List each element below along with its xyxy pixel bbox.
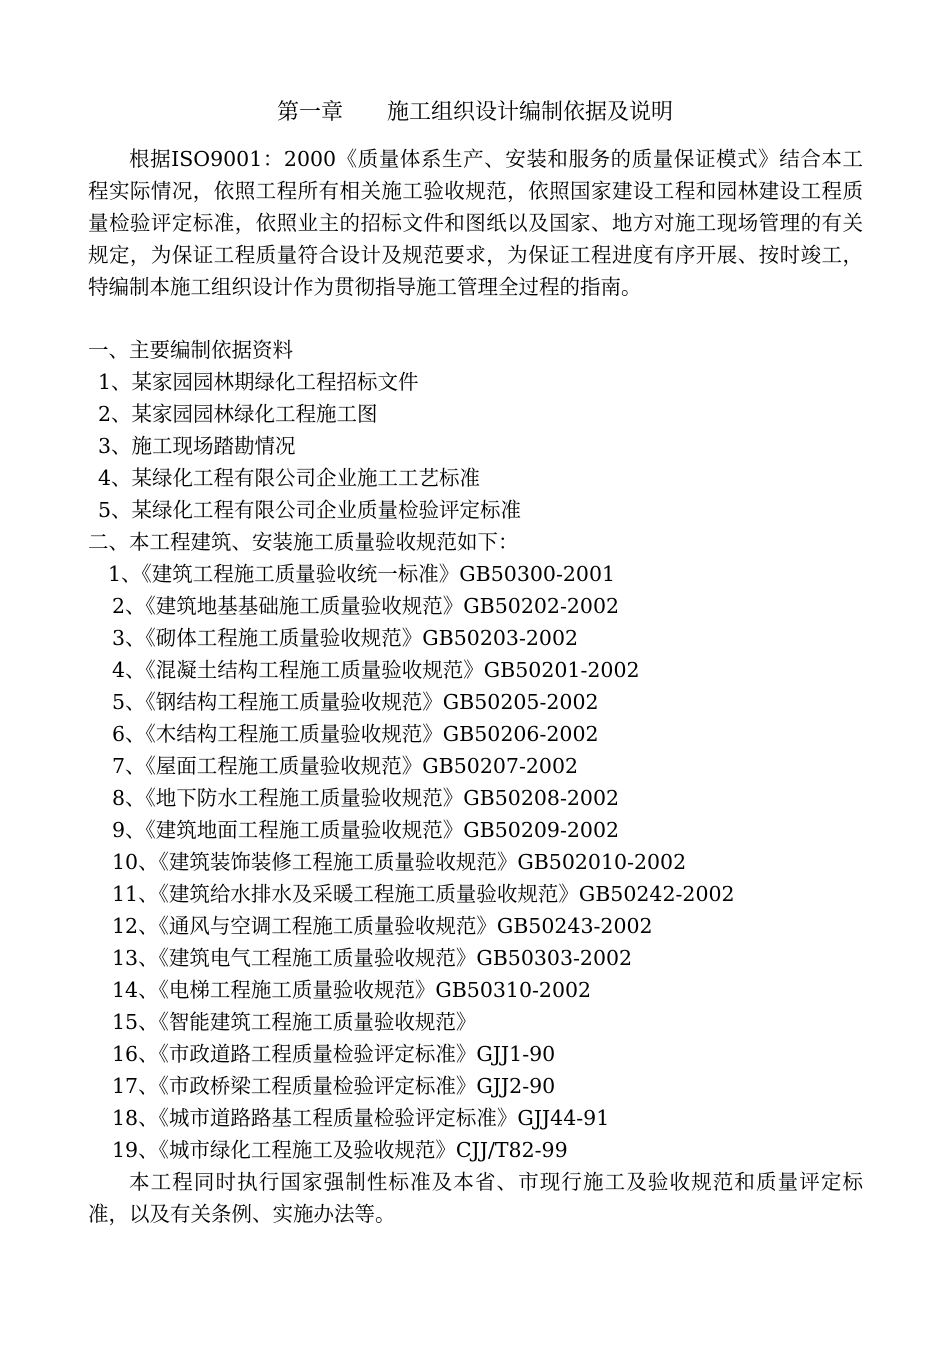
intro-paragraph: 根据ISO9001：2000《质量体系生产、安装和服务的质量保证模式》结合本工程实际情况，依照工程所有相关施工验收规范，依照国家建设工程和园林建设工程质量检验评定标准，依照业主的招标文件和图纸以及国家、地方对施工现场管理的有关规定，为保证工程质量符合设计及规范要求，为保证工程进度有序开展、按时竣工，特编制本施工组织设计作为贯彻指导施工管理全过程的指南。: [88, 147, 863, 299]
basis-item: 3、施工现场踏勘情况: [98, 434, 296, 458]
standard-item: 7、《屋面工程施工质量验收规范》GB50207-2002: [112, 754, 579, 778]
standard-item: 19、《城市绿化工程施工及验收规范》CJJ/T82-99: [112, 1138, 568, 1162]
standard-item: 5、《钢结构工程施工质量验收规范》GB50205-2002: [112, 690, 599, 714]
chapter-title: 第一章 施工组织设计编制依据及说明: [276, 100, 673, 125]
standard-item: 4、《混凝土结构工程施工质量验收规范》GB50201-2002: [112, 658, 640, 682]
standard-item: 17、《市政桥梁工程质量检验评定标准》GJJ2-90: [112, 1074, 556, 1098]
standard-item: 1、《建筑工程施工质量验收统一标准》GB50300-2001: [108, 562, 616, 586]
basis-item: 1、某家园园林期绿化工程招标文件: [98, 370, 419, 394]
basis-item: 2、某家园园林绿化工程施工图: [98, 402, 378, 426]
standard-item: 3、《砌体工程施工质量验收规范》GB50203-2002: [112, 626, 579, 650]
section1-heading: 一、主要编制依据资料: [88, 338, 293, 362]
standard-item: 8、《地下防水工程施工质量验收规范》GB50208-2002: [112, 786, 620, 810]
standard-item: 11、《建筑给水排水及采暖工程施工质量验收规范》GB50242-2002: [112, 882, 735, 906]
closing-paragraph: 本工程同时执行国家强制性标准及本省、市现行施工及验收规范和质量评定标准，以及有关条例、实施办法等。: [88, 1170, 863, 1226]
standard-item: 12、《通风与空调工程施工质量验收规范》GB50243-2002: [112, 914, 653, 938]
standard-item: 6、《木结构工程施工质量验收规范》GB50206-2002: [112, 722, 599, 746]
standard-item: 18、《城市道路路基工程质量检验评定标准》GJJ44-91: [112, 1106, 610, 1130]
standard-item: 14、《电梯工程施工质量验收规范》GB50310-2002: [112, 978, 592, 1002]
basis-item: 5、某绿化工程有限公司企业质量检验评定标准: [98, 498, 522, 522]
standard-item: 10、《建筑装饰装修工程施工质量验收规范》GB502010-2002: [112, 850, 687, 874]
standard-item: 2、《建筑地基基础施工质量验收规范》GB50202-2002: [112, 594, 620, 618]
standard-item: 16、《市政道路工程质量检验评定标准》GJJ1-90: [112, 1042, 556, 1066]
standard-item: 9、《建筑地面工程施工质量验收规范》GB50209-2002: [112, 818, 620, 842]
standard-item: 13、《建筑电气工程施工质量验收规范》GB50303-2002: [112, 946, 633, 970]
basis-item: 4、某绿化工程有限公司企业施工工艺标准: [98, 466, 481, 490]
standard-item: 15、《智能建筑工程施工质量验收规范》: [112, 1010, 477, 1034]
section2-heading: 二、本工程建筑、安装施工质量验收规范如下：: [88, 530, 519, 554]
